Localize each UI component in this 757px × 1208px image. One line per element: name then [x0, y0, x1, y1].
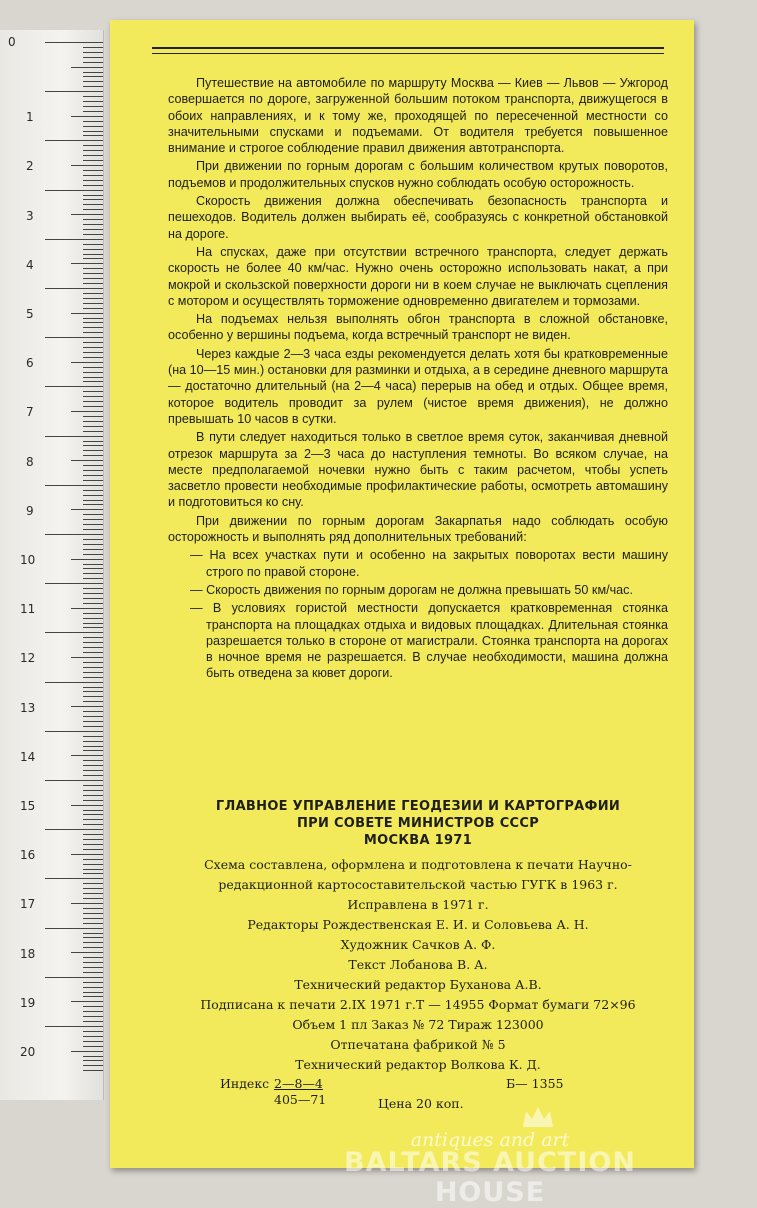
ruler-tick [83, 308, 103, 309]
ruler-tick [83, 573, 103, 574]
ruler-tick [83, 918, 103, 919]
ruler-number: 10 [20, 553, 36, 567]
ruler-tick [83, 199, 103, 200]
ruler-tick [83, 450, 103, 451]
ruler-tick [83, 303, 103, 304]
ruler-tick [71, 1051, 103, 1052]
ruler-number: 14 [20, 749, 36, 764]
ruler-tick [83, 268, 103, 269]
watermark-line-1: antiques and art [410, 1129, 570, 1151]
ruler-tick [83, 701, 103, 702]
ruler-tick [83, 726, 103, 727]
ruler-tick [83, 377, 103, 378]
ruler-tick [71, 903, 103, 904]
paragraph-6: Через каждые 2—3 часа езды рекомендуется делать хотя бы кратковременные (на 10—15 мин.) остановки для разминки и отдыха, а в середине дневного маршрута — достаточно длительный (на 2—4 часа) перерыв на обед и отдых. Общее время, которое водитель проводит за рулем (чистое время движения), не должно превышать 10 часов в сутки. [168, 346, 668, 426]
ruler-tick [83, 627, 103, 628]
ruler-tick [83, 504, 103, 505]
ruler-tick [83, 834, 103, 835]
ruler-tick [71, 952, 103, 953]
ruler-tick [83, 1021, 103, 1022]
ruler-tick [45, 485, 103, 486]
ruler-tick [83, 795, 103, 796]
publisher-heading-2: ПРИ СОВЕТЕ МИНИСТРОВ СССР [296, 816, 540, 831]
ruler-tick [83, 480, 103, 481]
ruler-tick [83, 790, 103, 791]
ruler-tick [83, 593, 103, 594]
ruler-tick [83, 800, 103, 801]
ruler-tick [83, 1031, 103, 1032]
ruler-tick [83, 568, 103, 569]
ruler-tick [83, 839, 103, 840]
ruler-tick [71, 116, 103, 117]
ruler-tick [83, 57, 103, 58]
ruler-tick [83, 883, 103, 884]
ruler-tick [71, 411, 103, 412]
ruler-tick [45, 337, 103, 338]
ruler-tick [83, 539, 103, 540]
ruler-tick [45, 386, 103, 387]
ruler-tick [45, 583, 103, 584]
ruler-tick [83, 514, 103, 515]
ruler-tick [83, 160, 103, 161]
ruler-tick [83, 554, 103, 555]
ruler-tick [83, 273, 103, 274]
ruler-tick [71, 214, 103, 215]
ruler-tick [45, 731, 103, 732]
ruler-tick [83, 996, 103, 997]
ruler-tick [83, 367, 103, 368]
ruler-tick [83, 652, 103, 653]
ruler-tick [83, 844, 103, 845]
ruler-tick [83, 401, 103, 402]
ruler-tick [83, 529, 103, 530]
ruler-number: 3 [26, 208, 34, 223]
ruler-tick [83, 86, 103, 87]
ruler-tick [83, 588, 103, 589]
ruler-tick [45, 878, 103, 879]
ruler-tick [83, 623, 103, 624]
ruler-tick [83, 244, 103, 245]
ruler-tick [83, 647, 103, 648]
imprint-line-8: Подписана к печати 2.IX 1971 г.Т — 14955 Формат бумаги 72×96 [200, 997, 636, 1012]
ruler-tick [83, 1060, 103, 1061]
ruler-tick [83, 126, 103, 127]
ruler-tick [45, 239, 103, 240]
ruler-tick [83, 180, 103, 181]
imprint-line-9: Объем 1 пл Заказ № 72 Тираж 123000 [292, 1017, 544, 1032]
ruler-tick [45, 977, 103, 978]
ruler-tick [83, 544, 103, 545]
ruler-tick [83, 716, 103, 717]
ruler-tick [83, 52, 103, 53]
imprint-line-2: редакционной картосоставительской частью ГУГК в 1963 г. [218, 877, 618, 892]
ruler-tick [83, 564, 103, 565]
ruler-tick [83, 229, 103, 230]
ruler-tick [83, 470, 103, 471]
ruler-tick [83, 923, 103, 924]
ruler-tick [83, 347, 103, 348]
imprint-line-1: Схема составлена, оформлена и подготовлена к печати Научно- [204, 857, 632, 872]
list-item-3: — В условиях гористой местности допускается кратковременная стоянка транспорта на площадках отдыха и видовых площадках. Длительная стоянка разрешается только в стороне от магистрали. Стоянка транспорта на дорогах в ночное время не разрешается. В случае необходимости, машина должна быть отведена за кювет дороги. [190, 601, 668, 681]
ruler-number: 1 [26, 110, 34, 125]
paragraph-7: В пути следует находиться только в светлое время суток, заканчивая дневной отрезок маршрута за 2—3 часа до наступления темноты. Во всяком случае, на месте предполагаемой ночевки нужно быть с таким расчетом, чтобы успеть засветло провести необходимые профилактические работы, осмотреть автомашину и подготовиться ко сну. [168, 430, 668, 510]
ruler-tick [83, 578, 103, 579]
ruler-tick [83, 810, 103, 811]
ruler-tick [71, 263, 103, 264]
ruler-tick [83, 519, 103, 520]
ruler-tick [83, 859, 103, 860]
booklet-page [110, 20, 694, 1168]
ruler-tick [83, 298, 103, 299]
ruler-tick [83, 209, 103, 210]
ruler-tick [83, 962, 103, 963]
ruler-tick [45, 190, 103, 191]
publisher-heading-3: МОСКВА 1971 [363, 833, 473, 848]
ruler-tick [71, 805, 103, 806]
ruler-tick [83, 888, 103, 889]
ruler-tick [45, 1026, 103, 1027]
ruler-tick [71, 509, 103, 510]
ruler-tick [83, 475, 103, 476]
ruler-tick [83, 293, 103, 294]
ruler-tick [83, 322, 103, 323]
imprint-line-5: Художник Сачков А. Ф. [340, 937, 496, 952]
ruler-tick [83, 204, 103, 205]
ruler-tick [83, 283, 103, 284]
ruler-tick [83, 185, 103, 186]
ruler-number: 13 [20, 700, 36, 715]
ruler-tick [71, 313, 103, 314]
list-item-1: — На всех участках пути и особенно на закрытых поворотах вести машину строго по правой стороне. [190, 548, 668, 579]
ruler-tick [45, 42, 103, 43]
ruler-tick [83, 677, 103, 678]
ruler-tick [83, 637, 103, 638]
paragraph-8: При движении по горным дорогам Закарпатья надо соблюдать особую осторожность и выполнять ряд дополнительных требований: [168, 513, 668, 545]
ruler-tick [83, 381, 103, 382]
ruler-number: 11 [20, 602, 36, 617]
ruler-number: 18 [20, 946, 36, 961]
ruler-tick [83, 662, 103, 663]
ruler-tick [83, 76, 103, 77]
ruler-tick [83, 101, 103, 102]
ruler-tick [83, 967, 103, 968]
ruler-tick [83, 332, 103, 333]
ruler-tick [83, 258, 103, 259]
ruler-number: 17 [20, 897, 36, 912]
ruler-tick [83, 672, 103, 673]
ruler [0, 30, 104, 1100]
ruler-tick [83, 111, 103, 112]
top-rule-thin [152, 53, 664, 54]
ruler-tick [83, 765, 103, 766]
ruler-tick [83, 455, 103, 456]
paragraph-3: Скорость движения должна обеспечивать безопасность транспорта и пешеходов. Водитель должен выбирать её, сообразуясь с конкретной обстановкой на дороге. [168, 194, 668, 241]
ruler-tick [83, 957, 103, 958]
ruler-tick [83, 121, 103, 122]
crown-logo-icon [520, 1103, 556, 1131]
ruler-tick [83, 416, 103, 417]
ruler-tick [45, 829, 103, 830]
ruler-tick [83, 775, 103, 776]
ruler-tick [83, 687, 103, 688]
ruler-tick [83, 1046, 103, 1047]
ruler-number: 8 [26, 454, 34, 469]
ruler-tick [83, 1016, 103, 1017]
body-text [168, 75, 668, 684]
ruler-tick [71, 657, 103, 658]
ruler-number: 15 [20, 799, 36, 813]
ruler-tick [83, 524, 103, 525]
ruler-tick [83, 814, 103, 815]
ruler-tick [83, 135, 103, 136]
ruler-tick [83, 1011, 103, 1012]
ruler-tick [83, 869, 103, 870]
ruler-tick [83, 234, 103, 235]
ruler-tick [83, 1006, 103, 1007]
ruler-tick [83, 219, 103, 220]
ruler-tick [83, 824, 103, 825]
ruler-tick [83, 47, 103, 48]
b-code: Б— 1355 [506, 1076, 564, 1091]
imprint-line-10: Отпечатана фабрикой № 5 [330, 1037, 506, 1052]
top-rule [152, 47, 664, 49]
ruler-tick [83, 982, 103, 983]
ruler-tick [83, 613, 103, 614]
ruler-tick [71, 854, 103, 855]
ruler-tick [71, 608, 103, 609]
ruler-tick [83, 696, 103, 697]
imprint-line-6: Текст Лобанова В. А. [348, 957, 488, 972]
index-top: 2—8—4 [274, 1076, 323, 1091]
ruler-tick [83, 711, 103, 712]
ruler-tick [83, 642, 103, 643]
ruler-tick [83, 1070, 103, 1071]
ruler-tick [45, 91, 103, 92]
ruler-tick [83, 357, 103, 358]
ruler-tick [83, 893, 103, 894]
ruler-tick [71, 706, 103, 707]
ruler-tick [83, 741, 103, 742]
ruler-tick [83, 1056, 103, 1057]
ruler-tick [83, 598, 103, 599]
ruler-number: 12 [20, 651, 36, 666]
ruler-tick [83, 224, 103, 225]
ruler-tick [45, 928, 103, 929]
ruler-tick [83, 150, 103, 151]
ruler-tick [83, 1065, 103, 1066]
ruler-tick [83, 372, 103, 373]
ruler-tick [83, 618, 103, 619]
ruler-number: 4 [26, 257, 34, 272]
ruler-tick [83, 873, 103, 874]
ruler-tick [83, 819, 103, 820]
ruler-tick [83, 721, 103, 722]
ruler-number: 2 [26, 159, 34, 174]
imprint-line-4: Редакторы Рождественская Е. И. и Соловьева А. Н. [247, 917, 589, 932]
ruler-tick [83, 908, 103, 909]
watermark [290, 1130, 690, 1208]
ruler-tick [71, 67, 103, 68]
ruler-tick [83, 770, 103, 771]
ruler-tick [71, 460, 103, 461]
ruler-tick [83, 933, 103, 934]
ruler-tick [83, 278, 103, 279]
ruler-tick [83, 249, 103, 250]
ruler-tick [83, 603, 103, 604]
index-label: Индекс [220, 1076, 270, 1091]
ruler-tick [45, 534, 103, 535]
ruler-tick [83, 175, 103, 176]
ruler-tick [83, 145, 103, 146]
ruler-number: 19 [20, 995, 36, 1010]
list-item-2: — Скорость движения по горным дорогам не должна превышать 50 км/час. [190, 582, 633, 597]
ruler-tick [83, 495, 103, 496]
ruler-tick [83, 760, 103, 761]
ruler-tick [83, 942, 103, 943]
ruler-tick [83, 849, 103, 850]
ruler-tick [83, 155, 103, 156]
imprint [168, 798, 668, 1075]
ruler-tick [83, 947, 103, 948]
ruler-tick [83, 431, 103, 432]
ruler-tick [45, 682, 103, 683]
ruler-tick [71, 755, 103, 756]
ruler-tick [83, 490, 103, 491]
ruler-tick [83, 81, 103, 82]
ruler-tick [83, 987, 103, 988]
index-bottom: 405—71 [274, 1092, 327, 1107]
ruler-tick [83, 406, 103, 407]
ruler-tick [83, 342, 103, 343]
price: Цена 20 коп. [378, 1096, 464, 1111]
ruler-number: 7 [26, 405, 34, 420]
ruler-tick [83, 691, 103, 692]
ruler-tick [83, 972, 103, 973]
ruler-tick [83, 62, 103, 63]
ruler-tick [83, 96, 103, 97]
ruler-tick [83, 500, 103, 501]
imprint-line-11: Технический редактор Волкова К. Д. [295, 1057, 541, 1072]
ruler-tick [83, 254, 103, 255]
ruler-tick [83, 746, 103, 747]
ruler-tick [71, 165, 103, 166]
ruler-tick [83, 465, 103, 466]
ruler-tick [83, 318, 103, 319]
ruler-tick [83, 937, 103, 938]
ruler-tick [83, 549, 103, 550]
ruler-number: 0 [8, 35, 16, 49]
ruler-tick [83, 1041, 103, 1042]
ruler-tick [83, 992, 103, 993]
publisher-heading-1: ГЛАВНОЕ УПРАВЛЕНИЕ ГЕОДЕЗИИ И КАРТОГРАФИИ [215, 799, 621, 814]
imprint-line-7: Технический редактор Буханова А.В. [294, 977, 542, 992]
ruler-number: 16 [20, 848, 36, 863]
ruler-tick [45, 436, 103, 437]
ruler-tick [45, 780, 103, 781]
ruler-tick [45, 632, 103, 633]
ruler-tick [83, 352, 103, 353]
ruler-tick [83, 864, 103, 865]
ruler-tick [83, 913, 103, 914]
imprint-line-3: Исправлена в 1971 г. [347, 897, 489, 912]
ruler-number: 5 [26, 307, 34, 321]
ruler-tick [71, 559, 103, 560]
ruler-tick [83, 441, 103, 442]
paragraph-2: При движении по горным дорогам с большим количеством крутых поворотов, подъемов и продолжительных спусков нужно соблюдать особую осторожность. [168, 159, 668, 190]
ruler-tick [83, 327, 103, 328]
ruler-tick [83, 106, 103, 107]
ruler-tick [83, 785, 103, 786]
ruler-tick [83, 131, 103, 132]
ruler-tick [83, 195, 103, 196]
ruler-number: 6 [26, 356, 34, 371]
watermark-line-2: BALTARS AUCTION HOUSE [344, 1147, 636, 1208]
ruler-number: 20 [20, 1045, 36, 1059]
ruler-tick [83, 1036, 103, 1037]
paragraph-5: На подъемах нельзя выполнять обгон транспорта в сложной обстановке, особенно у вершины подъема, когда встречный транспорт не виден. [168, 312, 668, 343]
paragraph-4: На спусках, даже при отсутствии встречного транспорта, следует держать скорость не более 40 км/час. Нужно очень осторожно использовать накат, а при мокрой и скользской поверхности дороги ни в коем случае не выключать сцепления с мотором и осуществлять торможение одновременно двигателем и тормозами. [168, 244, 668, 308]
ruler-tick [83, 750, 103, 751]
ruler-tick [83, 72, 103, 73]
ruler-tick [83, 396, 103, 397]
paragraph-1: Путешествие на автомобиле по маршруту Москва — Киев — Львов — Ужгород совершается по дороге, загруженной большим потоком транспорта, движущегося в обоих направлениях, и к тому же, проходящей по пересеченной местности со значительными спусками и подъемами. От водителя требуется повышенное внимание и строгое соблюдение правил движения автотранспорта. [168, 76, 668, 156]
ruler-tick [83, 898, 103, 899]
ruler-tick [45, 140, 103, 141]
ruler-tick [83, 736, 103, 737]
ruler-tick [83, 445, 103, 446]
ruler-tick [71, 362, 103, 363]
ruler-tick [83, 170, 103, 171]
ruler-tick [71, 1001, 103, 1002]
ruler-tick [83, 426, 103, 427]
ruler-number: 9 [26, 503, 34, 518]
ruler-tick [83, 391, 103, 392]
ruler-tick [83, 421, 103, 422]
ruler-tick [45, 288, 103, 289]
ruler-tick [83, 667, 103, 668]
